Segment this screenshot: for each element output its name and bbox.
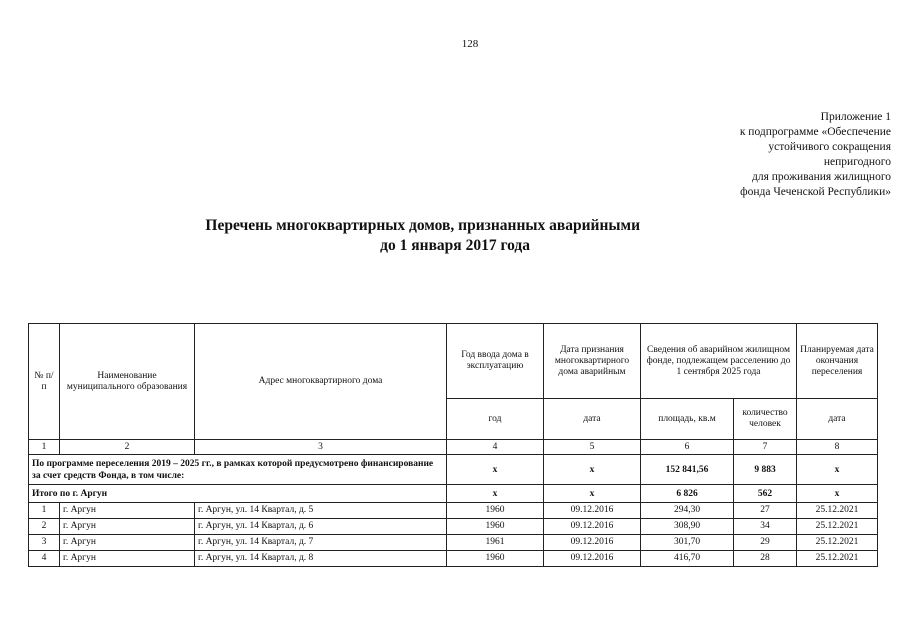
header-planned-end: Планируемая дата окончания переселения: [797, 324, 878, 399]
program-summary-row: [29, 455, 878, 485]
program-label: По программе переселения 2019 – 2025 гг., в рамках которой предусмотрено финансирование за счет средств Фонда, в том числе:: [29, 455, 447, 485]
cell-num: 4: [29, 551, 60, 567]
subheader-end-date: дата: [797, 399, 878, 440]
cell-year: 1960: [447, 551, 544, 567]
cell-date: 09.12.2016: [544, 503, 641, 519]
cell-area: 301,70: [641, 535, 734, 551]
header-municipality: Наименование муниципального образования: [60, 324, 195, 440]
title-line-2: до 1 января 2017 года: [380, 237, 530, 254]
total-people: 562: [734, 485, 797, 503]
header-fund-info: Сведения об аварийном жилищном фонде, подлежащем расселению до 1 сентября 2025 года: [641, 324, 797, 399]
column-number: 5: [544, 440, 641, 455]
cell-address: г. Аргун, ул. 14 Квартал, д. 8: [195, 551, 447, 567]
header-num: № п/п: [29, 324, 60, 440]
cell-people: 29: [734, 535, 797, 551]
appendix-line: устойчивого сокращения: [768, 141, 891, 153]
table-row: [29, 519, 878, 535]
cell-year: 1961: [447, 535, 544, 551]
cell-date: 09.12.2016: [544, 535, 641, 551]
column-number: 4: [447, 440, 544, 455]
table-row: [29, 551, 878, 567]
appendix-note: [740, 110, 891, 200]
cell-address: г. Аргун, ул. 14 Квартал, д. 5: [195, 503, 447, 519]
subheader-year: год: [447, 399, 544, 440]
cell-end-date: 25.12.2021: [797, 519, 878, 535]
cell-municipality: г. Аргун: [60, 503, 195, 519]
cell-area: 416,70: [641, 551, 734, 567]
subheader-area: площадь, кв.м: [641, 399, 734, 440]
subheader-date: дата: [544, 399, 641, 440]
table-row: [29, 535, 878, 551]
column-number-row: [29, 440, 878, 455]
cell-num: 3: [29, 535, 60, 551]
cell-address: г. Аргун, ул. 14 Квартал, д. 7: [195, 535, 447, 551]
cell-people: 28: [734, 551, 797, 567]
cell-municipality: г. Аргун: [60, 535, 195, 551]
header-row: [29, 324, 878, 399]
column-number: 1: [29, 440, 60, 455]
total-end-date: х: [797, 485, 878, 503]
subheader-people: количество человек: [734, 399, 797, 440]
appendix-line: к подпрограмме «Обеспечение: [739, 126, 891, 138]
cell-end-date: 25.12.2021: [797, 535, 878, 551]
cell-people: 34: [734, 519, 797, 535]
city-total-row: [29, 485, 878, 503]
total-label: Итого по г. Аргун: [29, 485, 447, 503]
cell-date: 09.12.2016: [544, 551, 641, 567]
program-people: 9 883: [734, 455, 797, 485]
cell-end-date: 25.12.2021: [797, 503, 878, 519]
cell-year: 1960: [447, 503, 544, 519]
program-date: х: [544, 455, 641, 485]
cell-area: 308,90: [641, 519, 734, 535]
cell-municipality: г. Аргун: [60, 519, 195, 535]
housing-table: [28, 323, 878, 567]
program-area: 152 841,56: [641, 455, 734, 485]
header-date-emergency: Дата признания многоквартирного дома аварийным: [544, 324, 641, 399]
column-number: 2: [60, 440, 195, 455]
cell-year: 1960: [447, 519, 544, 535]
table-row: [29, 503, 878, 519]
total-area: 6 826: [641, 485, 734, 503]
header-address: Адрес многоквартирного дома: [195, 324, 447, 440]
appendix-line: Приложение 1: [820, 111, 891, 123]
column-number: 7: [734, 440, 797, 455]
column-number: 8: [797, 440, 878, 455]
cell-end-date: 25.12.2021: [797, 551, 878, 567]
cell-num: 2: [29, 519, 60, 535]
total-year: х: [447, 485, 544, 503]
appendix-line: непригодного: [823, 156, 891, 168]
cell-date: 09.12.2016: [544, 519, 641, 535]
cell-people: 27: [734, 503, 797, 519]
total-date: х: [544, 485, 641, 503]
cell-municipality: г. Аргун: [60, 551, 195, 567]
program-year: х: [447, 455, 544, 485]
appendix-line: фонда Чеченской Республики»: [740, 186, 891, 198]
cell-address: г. Аргун, ул. 14 Квартал, д. 6: [195, 519, 447, 535]
document-title: [140, 216, 660, 256]
title-line-1: Перечень многоквартирных домов, признанных аварийными: [205, 217, 640, 234]
cell-num: 1: [29, 503, 60, 519]
header-year-commission: Год ввода дома в эксплуатацию: [447, 324, 544, 399]
column-number: 3: [195, 440, 447, 455]
appendix-line: для проживания жилищного: [751, 171, 891, 183]
column-number: 6: [641, 440, 734, 455]
cell-area: 294,30: [641, 503, 734, 519]
page-number: 128: [461, 38, 479, 50]
program-end-date: х: [797, 455, 878, 485]
